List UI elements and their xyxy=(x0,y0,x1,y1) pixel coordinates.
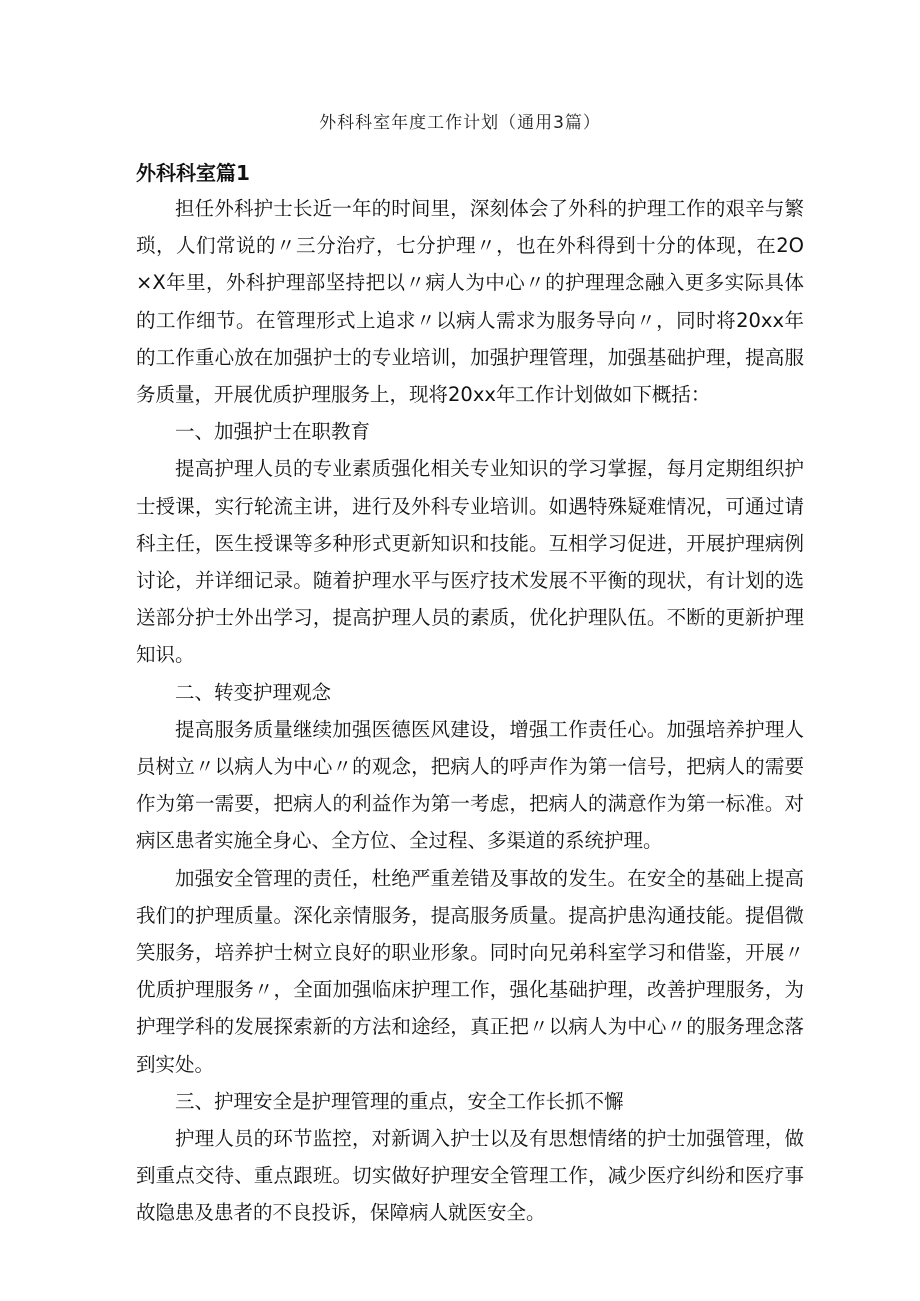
paragraph-safety-management: 加强安全管理的责任，杜绝严重差错及事故的发生。在安全的基础上提高我们的护理质量。深化亲情服务，提高服务质量。提高护患沟通技能。提倡微笑服务，培养护士树立良好的职业形象。同时向兄弟科室学习和借鉴，开展〃优质护理服务〃，全面加强临床护理工作，强化基础护理，改善护理服务，为护理学科的发展探索新的方法和途经，真正把〃以病人为中心〃的服务理念落到实处。 xyxy=(136,866,804,1076)
document-body xyxy=(136,156,804,1232)
paragraph-training: 提高护理人员的专业素质强化相关专业知识的学习掌握，每月定期组织护士授课，实行轮流主讲，进行及外科专业培训。如遇特殊疑难情况，可通过请科主任，医生授课等多种形式更新知识和技能。互相学习促进，开展护理病例讨论，并详细记录。随着护理水平与医疗技术发展不平衡的现状，有计划的选送部分护士外出学习，提高护理人员的素质，优化护理队伍。不断的更新护理知识。 xyxy=(136,457,804,667)
paragraph-service-quality: 提高服务质量继续加强医德医风建设，增强工作责任心。加强培养护理人员树立〃以病人为中心〃的观念，把病人的呼声作为第一信号，把病人的需要作为第一需要，把病人的利益作为第一考虑，把病人的满意作为第一标准。对病区患者实施全身心、全方位、全过程、多渠道的系统护理。 xyxy=(136,717,804,853)
subheading-1: 一、加强护士在职教育 xyxy=(175,420,371,444)
paragraph-monitoring: 护理人员的环节监控，对新调入护士以及有思想情绪的护士加强管理，做到重点交待、重点跟班。切实做好护理安全管理工作，减少医疗纠纷和医疗事故隐患及患者的不良投诉，保障病人就医安全。 xyxy=(136,1127,804,1225)
subheading-2: 二、转变护理观念 xyxy=(175,680,332,704)
paragraph-intro: 担任外科护士长近一年的时间里，深刻体会了外科的护理工作的艰辛与繁琐，人们常说的〃三分治疗，七分护理〃，也在外科得到十分的体现，在2O×X年里，外科护理部坚持把以〃病人为中心〃的护理理念融入更多实际具体的工作细节。在管理形式上追求〃以病人需求为服务导向〃，同时将20xx年的工作重心放在加强护士的专业培训，加强护理管理，加强基础护理，提高服务质量，开展优质护理服务上，现将20xx年工作计划做如下概括： xyxy=(136,197,804,407)
section-heading: 外科科室篇1 xyxy=(136,161,250,185)
document-title: 外科科室年度工作计划（通用3篇） xyxy=(319,113,601,133)
subheading-3: 三、护理安全是护理管理的重点，安全工作长抓不懈 xyxy=(175,1089,624,1113)
